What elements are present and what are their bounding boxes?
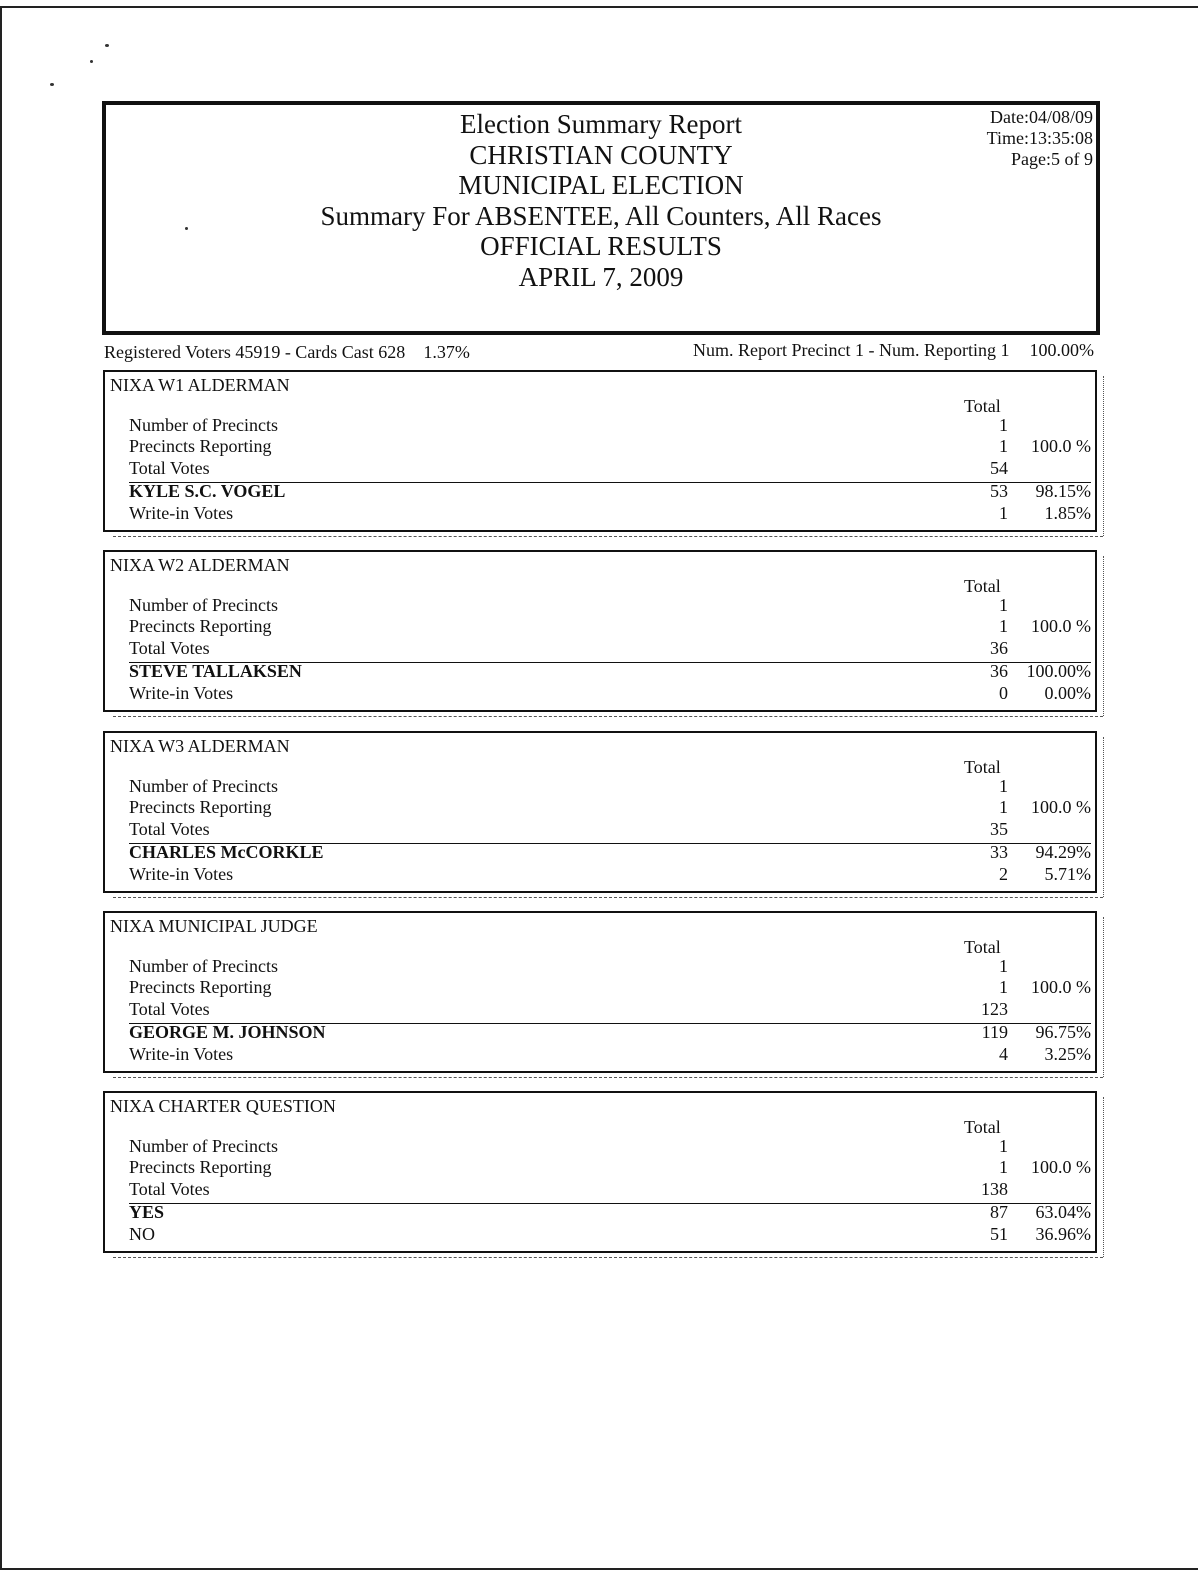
stat-label: Number of Precincts: [129, 1136, 278, 1156]
precinct-reporting: [693, 340, 1094, 361]
cards-cast-pct: 1.37%: [423, 342, 470, 362]
race-title: NIXA W3 ALDERMAN: [110, 736, 290, 756]
choice-row: [105, 683, 1095, 705]
stat-value: 1: [999, 776, 1008, 796]
choice-votes: 1: [999, 503, 1008, 523]
stat-value: 35: [990, 819, 1008, 839]
choice-label: Write-in Votes: [129, 1044, 234, 1064]
choice-pct: 0.00%: [1044, 683, 1091, 703]
stat-row: [105, 458, 1095, 480]
race-section: [103, 1091, 1097, 1253]
title-line: Election Summary Report: [460, 109, 742, 139]
choice-votes: 36: [990, 661, 1008, 681]
choice-votes: 51: [990, 1224, 1008, 1244]
total-column-header: Total: [964, 576, 1001, 596]
stat-row: [105, 776, 1095, 798]
report-page: Page:5 of 9: [1011, 149, 1093, 169]
race-title: NIXA W1 ALDERMAN: [110, 375, 290, 395]
choice-row: [105, 1044, 1095, 1066]
stat-label: Precincts Reporting: [129, 977, 272, 997]
choice-row: [105, 842, 1095, 864]
precinct-reporting-pct: 100.00%: [1029, 340, 1094, 360]
race-title: NIXA CHARTER QUESTION: [110, 1096, 336, 1116]
stat-pct: 100.0 %: [1031, 1157, 1091, 1177]
choice-pct: 98.15%: [1035, 481, 1091, 501]
summary-line: [104, 340, 1094, 364]
stat-row: [105, 436, 1095, 458]
choice-label: NO: [129, 1224, 155, 1244]
stat-value: 1: [999, 1157, 1008, 1177]
total-column-header: Total: [964, 757, 1001, 777]
stat-label: Number of Precincts: [129, 415, 278, 435]
stat-value: 1: [999, 1136, 1008, 1156]
choice-pct: 63.04%: [1035, 1202, 1091, 1222]
choice-row: [105, 1022, 1095, 1044]
choice-label: Write-in Votes: [129, 503, 234, 523]
stat-value: 1: [999, 977, 1008, 997]
stat-value: 1: [999, 956, 1008, 976]
stat-row: [105, 1179, 1095, 1201]
choice-label: CHARLES McCORKLE: [129, 842, 324, 862]
stat-pct: 100.0 %: [1031, 616, 1091, 636]
stat-row: [105, 956, 1095, 978]
total-column-header: Total: [964, 396, 1001, 416]
stat-value: 1: [999, 436, 1008, 456]
stat-value: 138: [981, 1179, 1008, 1199]
choice-votes: 119: [981, 1022, 1008, 1042]
stat-label: Precincts Reporting: [129, 797, 272, 817]
choice-pct: 5.71%: [1044, 864, 1091, 884]
choice-pct: 94.29%: [1035, 842, 1091, 862]
stat-value: 36: [990, 638, 1008, 658]
choice-pct: 100.00%: [1026, 661, 1091, 681]
report-date: Date:04/08/09: [990, 107, 1093, 127]
choice-votes: 0: [999, 683, 1008, 703]
stat-label: Total Votes: [129, 1179, 210, 1199]
stat-label: Number of Precincts: [129, 595, 278, 615]
stat-value: 1: [999, 616, 1008, 636]
choice-row: [105, 481, 1095, 503]
choice-row: [105, 1224, 1095, 1246]
report-meta: [987, 107, 1093, 170]
choice-label: YES: [129, 1202, 165, 1222]
stat-row: [105, 977, 1095, 999]
precinct-reporting-text: Num. Report Precinct 1 - Num. Reporting 1: [693, 340, 1010, 360]
stat-pct: 100.0 %: [1031, 436, 1091, 456]
choice-votes: 4: [999, 1044, 1008, 1064]
choice-row: [105, 661, 1095, 683]
choice-label: Write-in Votes: [129, 864, 234, 884]
race-section: [103, 731, 1097, 893]
stat-row: [105, 819, 1095, 841]
race-section: [103, 911, 1097, 1073]
report-header: [102, 101, 1100, 335]
registered-voters: [104, 342, 470, 363]
registered-voters-text: Registered Voters 45919 - Cards Cast 628: [104, 342, 406, 362]
choice-votes: 53: [990, 481, 1008, 501]
choice-label: GEORGE M. JOHNSON: [129, 1022, 326, 1042]
stat-value: 123: [981, 999, 1008, 1019]
choice-label: STEVE TALLAKSEN: [129, 661, 302, 681]
report-title: [106, 109, 1096, 292]
stat-label: Number of Precincts: [129, 776, 278, 796]
choice-pct: 96.75%: [1035, 1022, 1091, 1042]
stat-value: 1: [999, 595, 1008, 615]
stat-label: Precincts Reporting: [129, 436, 272, 456]
total-column-header: Total: [964, 937, 1001, 957]
stat-value: 1: [999, 797, 1008, 817]
stat-label: Total Votes: [129, 819, 210, 839]
title-line: CHRISTIAN COUNTY: [469, 139, 733, 170]
title-line: APRIL 7, 2009: [518, 261, 684, 292]
stat-row: [105, 616, 1095, 638]
race-section: [103, 550, 1097, 712]
race-title: NIXA W2 ALDERMAN: [110, 555, 290, 575]
choice-votes: 2: [999, 864, 1008, 884]
title-line: MUNICIPAL ELECTION: [458, 170, 744, 200]
choice-label: Write-in Votes: [129, 683, 234, 703]
scan-speck: [90, 60, 93, 63]
choice-pct: 3.25%: [1044, 1044, 1091, 1064]
title-line: OFFICIAL RESULTS: [480, 231, 722, 261]
stat-row: [105, 797, 1095, 819]
choice-row: [105, 1202, 1095, 1224]
stat-row: [105, 1136, 1095, 1158]
race-title: NIXA MUNICIPAL JUDGE: [110, 916, 318, 936]
race-section: [103, 370, 1097, 532]
stat-label: Precincts Reporting: [129, 616, 272, 636]
choice-row: [105, 503, 1095, 525]
stat-label: Total Votes: [129, 458, 210, 478]
stat-label: Total Votes: [129, 999, 210, 1019]
stat-label: Total Votes: [129, 638, 210, 658]
choice-pct: 1.85%: [1044, 503, 1091, 523]
stat-label: Precincts Reporting: [129, 1157, 272, 1177]
stat-row: [105, 1157, 1095, 1179]
stat-row: [105, 595, 1095, 617]
stat-value: 1: [999, 415, 1008, 435]
scan-speck: [50, 83, 54, 86]
choice-votes: 87: [990, 1202, 1008, 1222]
choice-row: [105, 864, 1095, 886]
stat-pct: 100.0 %: [1031, 977, 1091, 997]
choice-pct: 36.96%: [1035, 1224, 1091, 1244]
scan-speck: [105, 44, 109, 47]
stat-label: Number of Precincts: [129, 956, 278, 976]
choice-votes: 33: [990, 842, 1008, 862]
stat-row: [105, 415, 1095, 437]
title-line: Summary For ABSENTEE, All Counters, All Races: [320, 200, 882, 231]
stat-value: 54: [990, 458, 1008, 478]
stat-pct: 100.0 %: [1031, 797, 1091, 817]
report-time: Time:13:35:08: [986, 128, 1093, 148]
stat-row: [105, 999, 1095, 1021]
total-column-header: Total: [964, 1117, 1001, 1137]
choice-label: KYLE S.C. VOGEL: [129, 481, 286, 501]
stat-row: [105, 638, 1095, 660]
